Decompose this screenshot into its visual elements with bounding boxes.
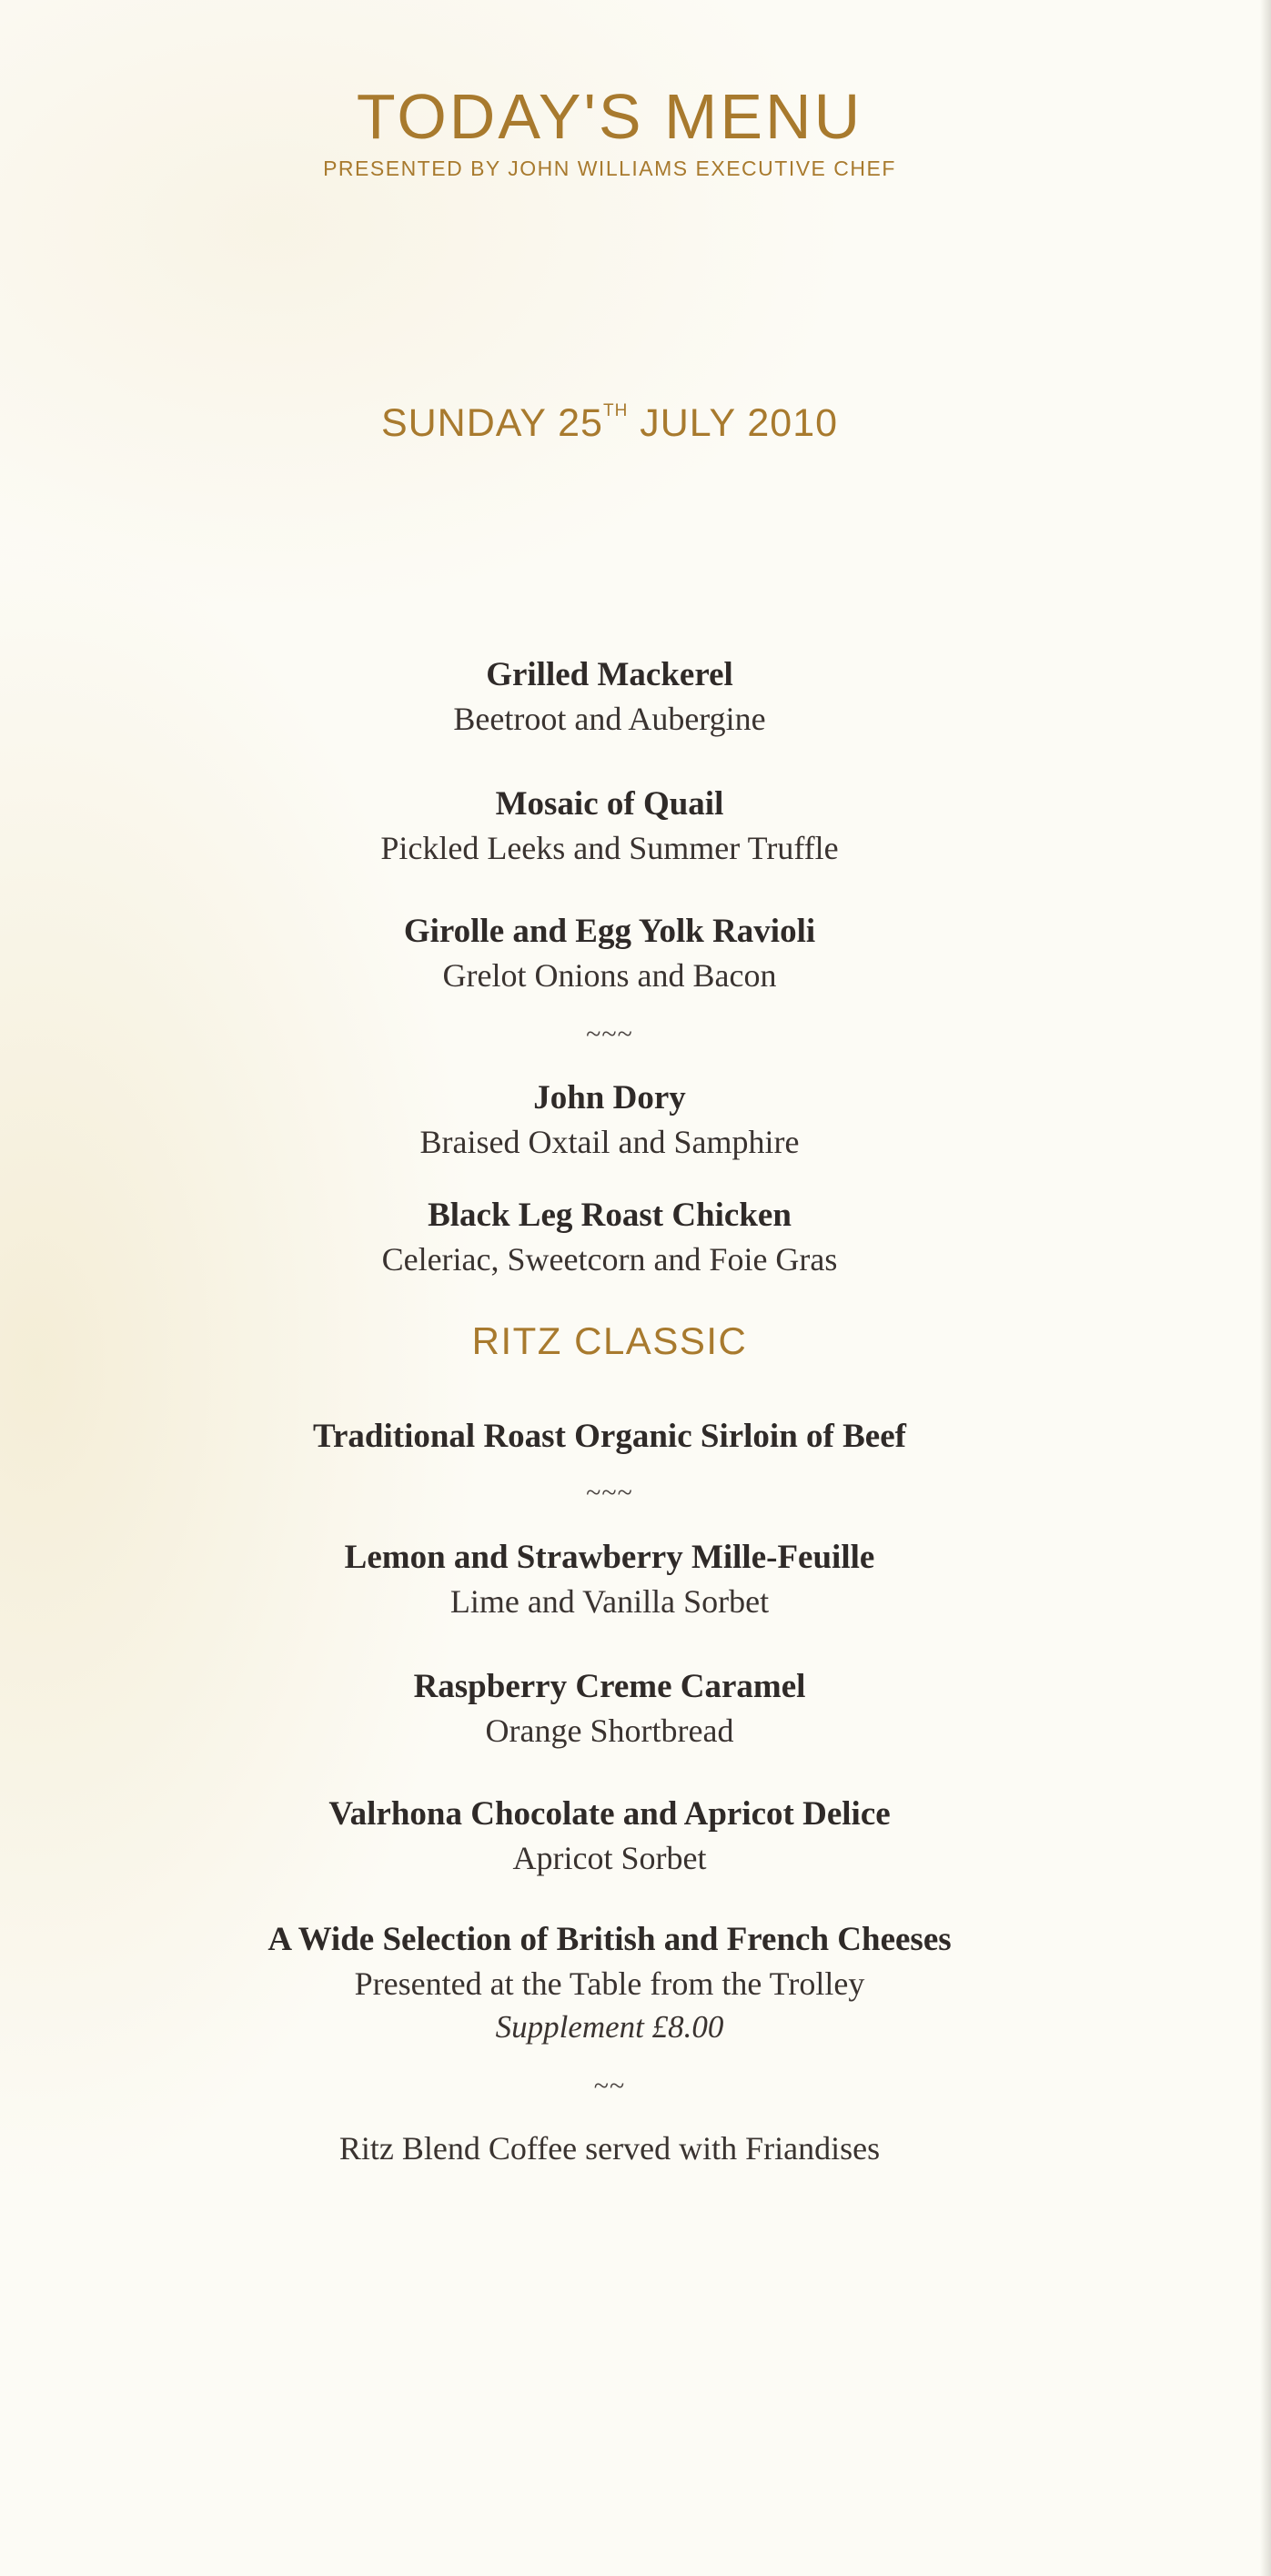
dish-description: Celeriac, Sweetcorn and Foie Gras — [381, 1241, 838, 1278]
classic-dish — [0, 1415, 1219, 1459]
course-divider: ~~ — [593, 2071, 626, 2101]
dish-name: Traditional Roast Organic Sirloin of Beef — [313, 1418, 906, 1455]
date-prefix: SUNDAY 25 — [380, 401, 603, 445]
dish-description: Pickled Leeks and Summer Truffle — [380, 830, 839, 866]
dish-description: Presented at the Table from the Trolley — [354, 1965, 865, 2002]
dish-name: John Dory — [533, 1079, 686, 1116]
course-item — [0, 783, 1219, 870]
course-divider: ~~~ — [586, 1478, 633, 1508]
date-month-year: JULY 2010 — [640, 401, 839, 445]
course-item — [0, 910, 1219, 997]
dish-name: Grilled Mackerel — [486, 656, 733, 693]
dish-description: Grelot Onions and Bacon — [442, 957, 777, 994]
dish-name: A Wide Selection of British and French Cheeses — [267, 1921, 952, 1958]
menu-title: TODAY'S MENU — [356, 81, 863, 152]
dish-name: Girolle and Egg Yolk Ravioli — [403, 913, 816, 950]
dish-name: Valrhona Chocolate and Apricot Delice — [328, 1795, 891, 1833]
dessert-item — [0, 1918, 1219, 2049]
dish-description: Beetroot and Aubergine — [453, 701, 766, 737]
course-divider: ~~~ — [586, 1019, 633, 1049]
coffee-line: Ritz Blend Coffee served with Friandises — [338, 2130, 881, 2167]
date-ordinal: TH — [602, 401, 629, 420]
dish-description: Lime and Vanilla Sorbet — [449, 1583, 770, 1620]
dish-name: Lemon and Strawberry Mille-Feuille — [344, 1539, 875, 1576]
dish-description: Braised Oxtail and Samphire — [419, 1124, 800, 1160]
page-edge-shadow — [1260, 0, 1271, 2576]
dish-name: Mosaic of Quail — [495, 785, 724, 823]
dish-name: Raspberry Creme Caramel — [413, 1668, 806, 1705]
course-item — [0, 1076, 1219, 1164]
dish-description: Orange Shortbread — [485, 1712, 734, 1749]
course-item — [0, 653, 1219, 741]
menu-subtitle: PRESENTED BY JOHN WILLIAMS EXECUTIVE CHEF — [323, 157, 896, 180]
dessert-item — [0, 1793, 1219, 1880]
dessert-item — [0, 1536, 1219, 1623]
supplement-note: Supplement £8.00 — [495, 2009, 724, 2045]
dish-name: Black Leg Roast Chicken — [428, 1197, 792, 1234]
section-heading-ritz-classic: RITZ CLASSIC — [471, 1319, 748, 1362]
dish-description: Apricot Sorbet — [512, 1840, 707, 1876]
course-item — [0, 1194, 1219, 1281]
dessert-item — [0, 1665, 1219, 1753]
menu-date — [0, 401, 1219, 446]
